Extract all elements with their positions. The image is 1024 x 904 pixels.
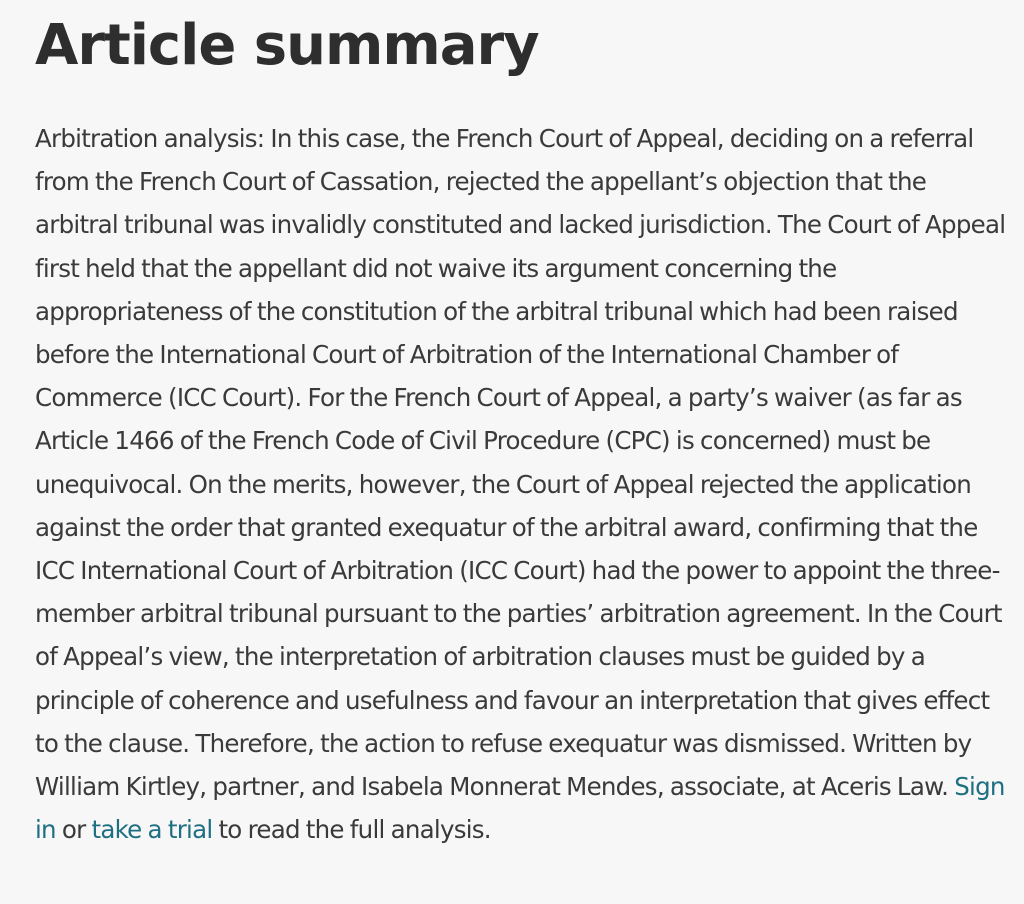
take-trial-link[interactable]: take a trial [91,815,213,845]
page-title: Article summary [35,13,539,78]
closing-text: to read the full analysis. [218,815,491,845]
summary-text: Arbitration analysis: In this case, the French Court of Appeal, deciding on a referral from the French Court of Cassation, rejected the appellant’s objection that the arbitral tribunal was invalidly constituted and lacked jurisdiction. The Court of Appeal first held that the appellant did not waive its argument concerning the appropriateness of the constitution of the arbitral tribunal which had been raised before the International Court of Arbitration of the International Chamber of Commerce (ICC Court). For the French Court of Appeal, a party’s waiver (as far as Article 1466 of the French Code of Civil Procedure (CPC) is concerned) must be unequivocal. On the merits, however, the Court of Appeal rejected the application against the order that granted exequatur of the arbitral award, confirming that the ICC International Court of Arbitration (ICC Court) had the power to appoint the three-member arbitral tribunal pursuant to the parties’ arbitration agreement. In the Court of Appeal’s view, the interpretation of arbitration clauses must be guided by a principle of coherence and usefulness and favour an interpretation that gives effect to the clause. Therefore, the action to refuse exequatur was dismissed. Written by William Kirtley, partner, and Isabela Monnerat Mendes, associate, at Aceris Law. [35,124,1006,802]
article-summary [35,4,1010,851]
or-text: or [61,815,86,845]
summary-paragraph [35,117,1010,851]
sign-in-link[interactable]: Sign in [35,772,1005,845]
